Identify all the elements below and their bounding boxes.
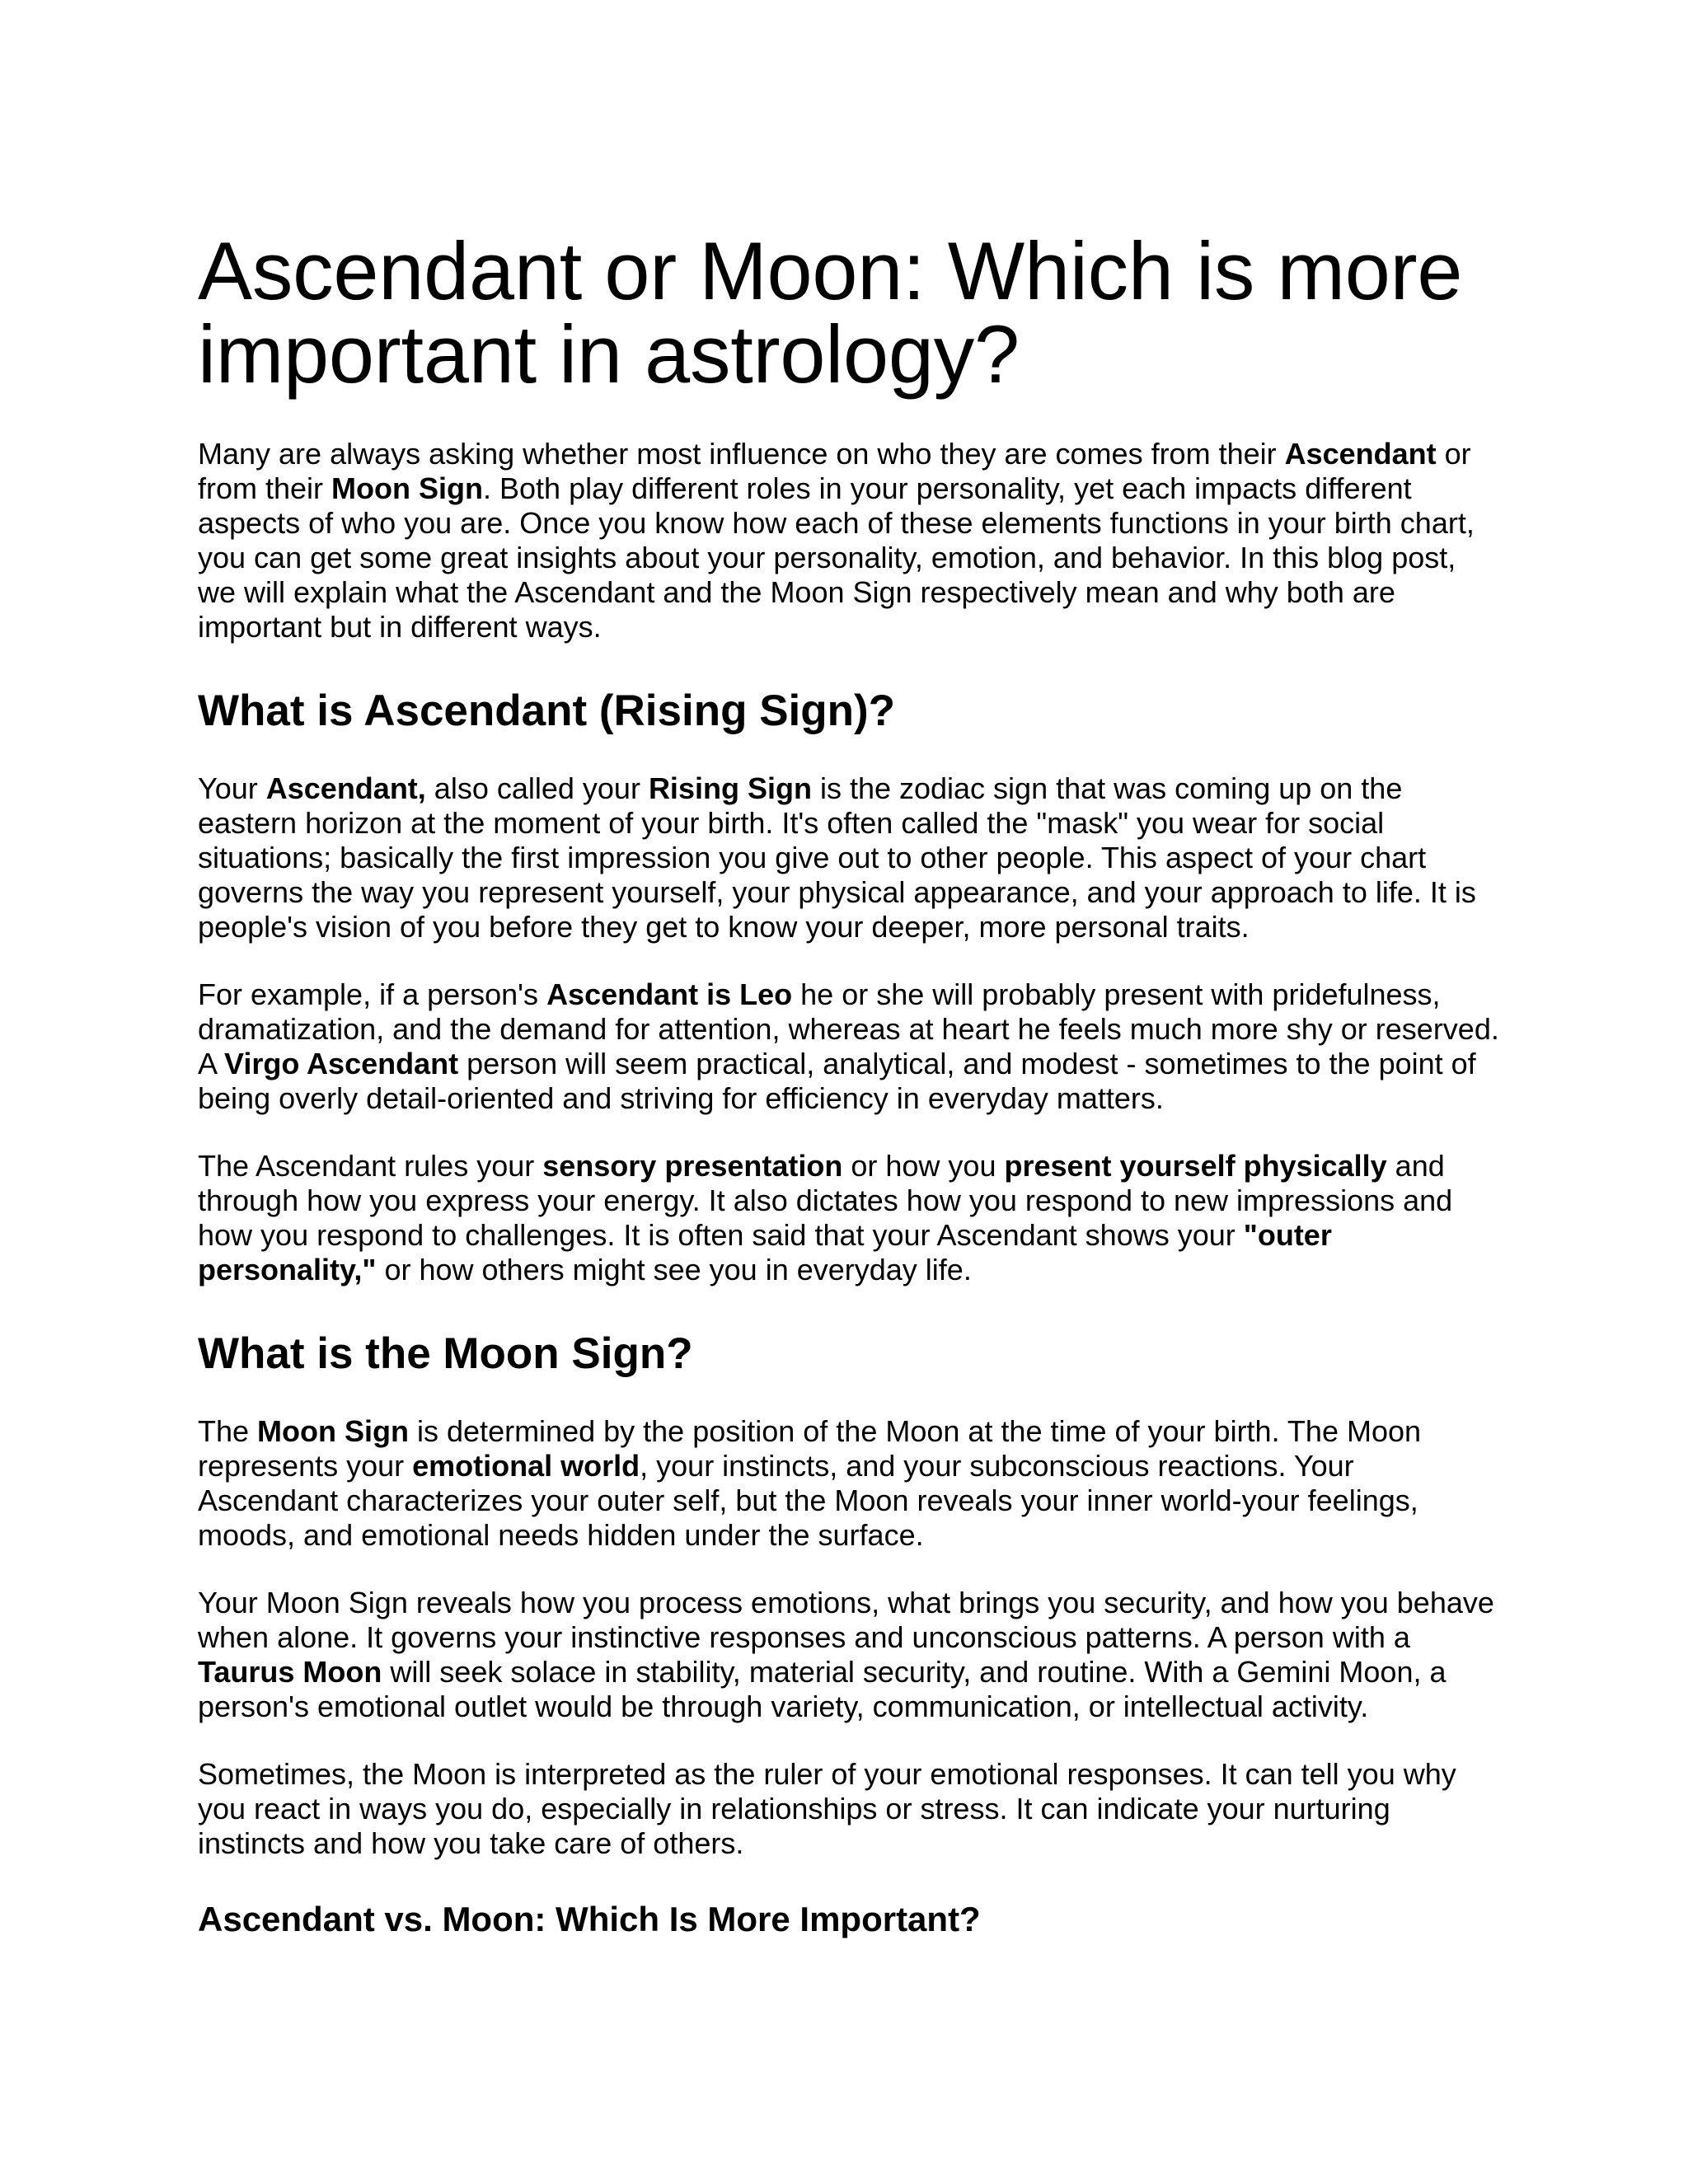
moon-paragraph-3: Sometimes, the Moon is interpreted as the ruler of your emotional responses. It can tell you why you react in ways you do, especially in relationships or stress. It can indicate your nurturing instincts and how you take care of others. [198, 1757, 1456, 1860]
heading-ascendant: What is Ascendant (Rising Sign)? [198, 687, 896, 735]
heading-moon-sign: What is the Moon Sign? [198, 1329, 693, 1378]
heading-ascendant-vs-moon: Ascendant vs. Moon: Which Is More Important? [198, 1900, 981, 1938]
ascendant-paragraph-3: The Ascendant rules your sensory presentation or how you present yourself physically and through how you express your energy. It also dictates how you respond to new impressions and how you respond to challenges. It is often said that your Ascendant shows your "outer personality," or how others might see you in everyday life. [198, 1149, 1453, 1286]
ascendant-paragraph-2: For example, if a person's Ascendant is Leo he or she will probably present with pridefulness, dramatization, and the demand for attention, whereas at heart he feels much more shy or reserved. A Virgo Ascendant person will seem practical, analytical, and modest - sometimes to the point of being overly detail-oriented and striving for efficiency in everyday matters. [198, 977, 1499, 1115]
ascendant-paragraph-1: Your Ascendant, also called your Rising Sign is the zodiac sign that was coming up on the eastern horizon at the moment of your birth. It's often called the "mask" you wear for social situations; basically the first impression you give out to other people. This aspect of your chart governs the way you represent yourself, your physical appearance, and your approach to life. It is people's vision of you before they get to know your deeper, more personal traits. [198, 771, 1476, 944]
moon-paragraph-2: Your Moon Sign reveals how you process emotions, what brings you security, and how you behave when alone. It governs your instinctive responses and unconscious patterns. A person with a Taurus Moon will seek solace in stability, material security, and routine. With a Gemini Moon, a person's emotional outlet would be through variety, communication, or intellectual activity. [198, 1586, 1494, 1723]
intro-paragraph: Many are always asking whether most influence on who they are comes from their Ascendant or from their Moon Sign. Both play different roles in your personality, yet each impacts different aspects of who you are. Once you know how each of these elements functions in your birth chart, you can get some great insights about your personality, emotion, and behavior. In this blog post, we will explain what the Ascendant and the Moon Sign respectively mean and why both are important but in different ways. [198, 437, 1475, 644]
page-title: Ascendant or Moon: Which is more important in astrology? [198, 225, 1463, 400]
moon-paragraph-1: The Moon Sign is determined by the position of the Moon at the time of your birth. The Moon represents your emotional world, your instincts, and your subconscious reactions. Your Ascendant characterizes your outer self, but the Moon reveals your inner world-your feelings, moods, and emotional needs hidden under the surface. [198, 1414, 1422, 1552]
document-page [198, 225, 1500, 1940]
